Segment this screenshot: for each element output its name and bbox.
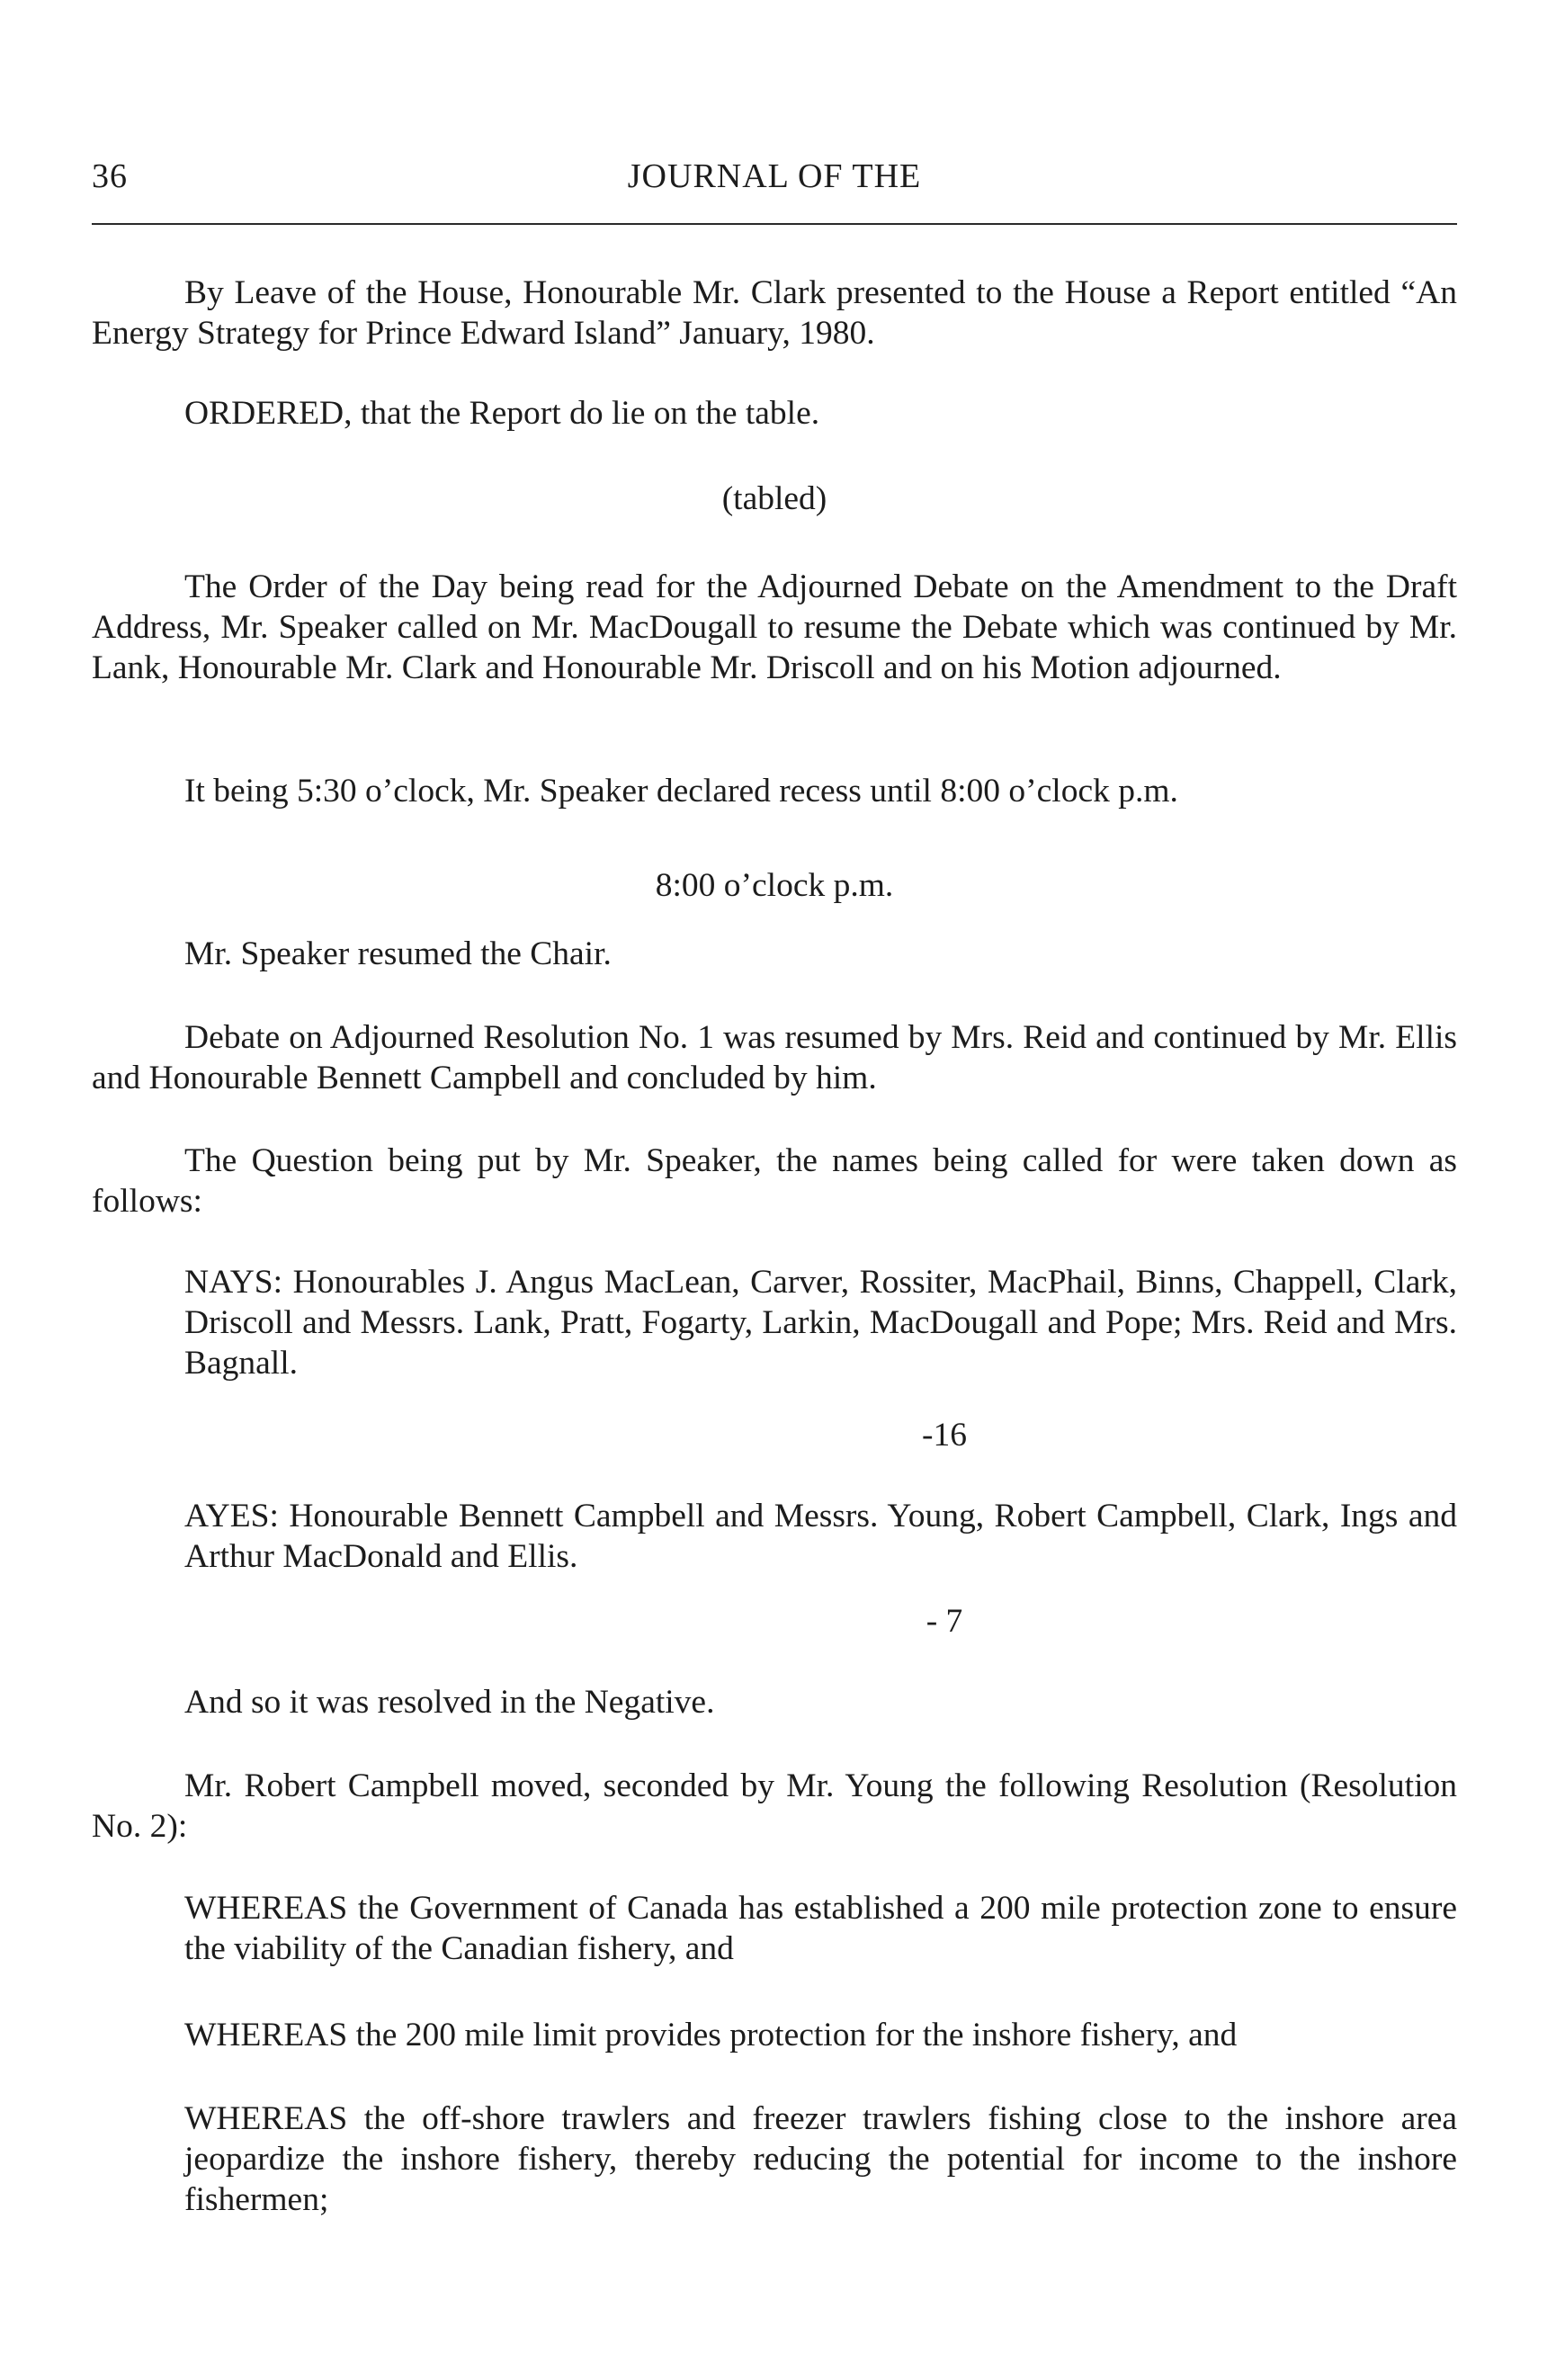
paragraph-ordered: ORDERED, that the Report do lie on the table. — [184, 395, 820, 432]
paragraph-resolution-moved: Mr. Robert Campbell moved, seconded by Mr. Young the following Resolution (Resolution No. 2): — [92, 1767, 1457, 1845]
page-number: 36 — [92, 157, 128, 195]
paragraph-question-put: The Question being put by Mr. Speaker, the names being called for were taken down as follows: — [92, 1142, 1457, 1220]
paragraph-report-presented: By Leave of the House, Honourable Mr. Clark presented to the House a Report entitled “An Energy Strategy for Prince Edward Island” January, 1980. — [92, 274, 1457, 352]
whereas-clause-2: WHEREAS the 200 mile limit provides protection for the inshore fishery, and — [184, 2017, 1238, 2053]
running-title: JOURNAL OF THE — [627, 157, 922, 195]
paragraph-debate-resumed: Debate on Adjourned Resolution No. 1 was resumed by Mrs. Reid and continued by Mr. Ellis and Honourable Bennett Campbell and concluded by him. — [92, 1019, 1457, 1096]
whereas-clause-3: WHEREAS the off-shore trawlers and freezer trawlers fishing close to the inshore area jeopardize the inshore fishery, thereby reducing the potential for income to the inshore fishermen; — [184, 2100, 1457, 2218]
tabled-note: (tabled) — [721, 480, 827, 517]
nays-count: -16 — [922, 1417, 967, 1454]
page-header — [92, 153, 1457, 200]
paragraph-resolved-negative: And so it was resolved in the Negative. — [184, 1684, 715, 1721]
whereas-clause-1: WHEREAS the Government of Canada has established a 200 mile protection zone to ensure the viability of the Canadian fishery, and — [184, 1890, 1457, 1967]
paragraph-order-of-day: The Order of the Day being read for the Adjourned Debate on the Amendment to the Draft Address, Mr. Speaker called on Mr. MacDougall to resume the Debate which was continued by Mr. Lank, Honourable Mr. Clark and Honourable Mr. Driscoll and on his Motion adjourned. — [92, 568, 1457, 686]
time-heading: 8:00 o’clock p.m. — [655, 867, 894, 904]
paragraph-recess: It being 5:30 o’clock, Mr. Speaker declared recess until 8:00 o’clock p.m. — [184, 773, 1178, 810]
header-rule — [92, 223, 1457, 225]
ayes-list: AYES: Honourable Bennett Campbell and Messrs. Young, Robert Campbell, Clark, Ings and Arthur MacDonald and Ellis. — [184, 1498, 1457, 1575]
nays-list: NAYS: Honourables J. Angus MacLean, Carver, Rossiter, MacPhail, Binns, Chappell, Clark, Driscoll and Messrs. Lank, Pratt, Fogarty, Larkin, MacDougall and Pope; Mrs. Reid and Mrs. Bagnall. — [184, 1264, 1457, 1382]
paragraph-speaker-resumed: Mr. Speaker resumed the Chair. — [184, 935, 612, 972]
ayes-count: - 7 — [926, 1603, 963, 1640]
